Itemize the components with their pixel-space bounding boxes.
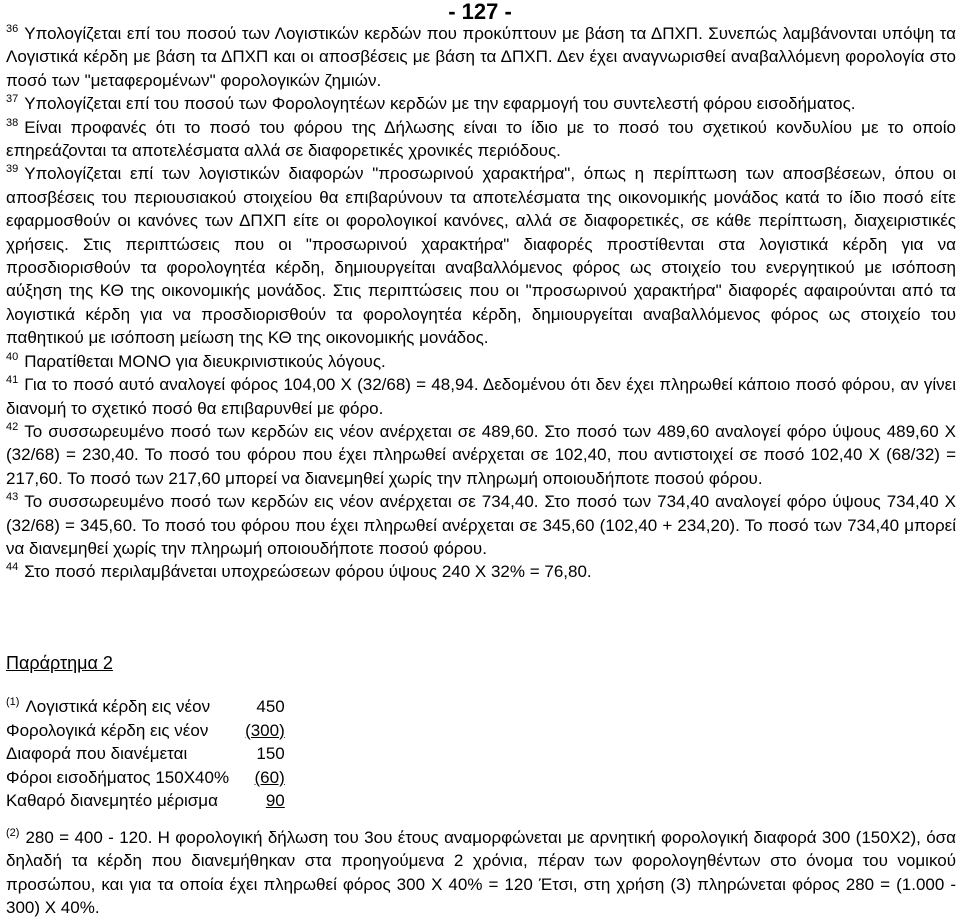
footnote-text: Υπολογίζεται επί του ποσού των Λογιστικών κερδών που προκύπτουν με βάση τα ΔΠΧΠ. Συνεπώς λαμβάνονται υπόψη τα Λογιστικά κέρδη με βάση τα ΔΠΧΠ και οι αποσβέσεις με βάση τα ΔΠΧΠ. Δεν έχει αναγνωρισθεί αναβαλλόμενη φορολογία στο ποσό των "μεταφερομένων" φορολογικών ζημιών.	[6, 24, 956, 90]
table-row	[6, 766, 285, 790]
footnote-number: 43	[6, 491, 19, 504]
row-label: Καθαρό διανεμητέο μέρισμα	[6, 791, 218, 811]
row-value: 450	[256, 697, 285, 716]
table-row	[6, 789, 285, 813]
appendix-calculation-table	[6, 695, 285, 813]
footnote-text: Παρατίθεται ΜΟΝΟ για διευκρινιστικούς λόγους.	[24, 351, 386, 371]
footnote-number: 37	[6, 93, 19, 106]
footnote-42	[6, 420, 956, 490]
footnote-number: 41	[6, 374, 19, 387]
appendix-note	[6, 826, 956, 920]
footnote-text: Υπολογίζεται επί του ποσού των Φορολογητέων κερδών με την εφαρμογή του συντελεστή φόρου εισοδήματος.	[24, 94, 856, 114]
footnote-number: 40	[6, 350, 19, 363]
row-value: 90	[265, 791, 285, 811]
footnote-39	[6, 162, 956, 349]
footnotes	[6, 22, 956, 584]
row-value: (300)	[245, 720, 285, 740]
table-marker: (1)	[6, 696, 20, 708]
table-row	[6, 719, 285, 743]
row-label: Φόροι εισοδήματος 150Χ40%	[6, 767, 230, 787]
note-marker: (2)	[6, 827, 20, 839]
footnote-37	[6, 92, 956, 115]
footnote-43	[6, 490, 956, 560]
footnote-text: Είναι προφανές ότι το ποσό του φόρου της Δήλωσης είναι το ίδιο με το ποσό του σχετικού κονδυλίου με το οποίο επηρεάζονται τα αποτελέσματα αλλά σε διαφορετικές χρονικές περιόδους.	[6, 117, 956, 161]
footnote-text: Για το ποσό αυτό αναλογεί φόρος 104,00 Χ (32/68) = 48,94. Δεδομένου ότι δεν έχει πληρωθεί κάποιο ποσό φόρου, αν γίνει διανομή το σχετικό ποσό θα επιβαρυνθεί με φόρο.	[6, 375, 956, 418]
row-label: $^{(1)}$ Λογιστικά κέρδη εις νέον	[6, 696, 211, 716]
footnote-number: 44	[6, 561, 19, 574]
footnote-number: 42	[6, 420, 19, 433]
row-label: Φορολογικά κέρδη εις νέον	[6, 720, 209, 740]
footnote-40	[6, 350, 956, 373]
footnote-text: Το συσσωρευμένο ποσό των κερδών εις νέον ανέρχεται σε 734,40. Στο ποσό των 734,40 αναλογεί φόρο ύψους 734,40 Χ (32/68) = 345,60. Το ποσό του φόρου που έχει πληρωθεί ανέρχεται σε 345,60 (102,40 + 234,20). Το ποσό των 734,40 μπορεί να διανεμηθεί χωρίς την πληρωμή οποιουδήποτε ποσού φόρου.	[6, 492, 956, 558]
footnote-number: 39	[6, 163, 19, 176]
page-number: - 127 -	[448, 0, 512, 24]
row-value: 150	[256, 744, 285, 764]
footnote-text: Το συσσωρευμένο ποσό των κερδών εις νέον ανέρχεται σε 489,60. Στο ποσό των 489,60 αναλογεί φόρο ύψους 489,60 Χ (32/68) = 230,40. Το ποσό του φόρου που έχει πληρωθεί ανέρχεται σε 102,40, που αντιστοιχεί σε ποσό 102,40 Χ (68/32) = 217,60. Το ποσό των 217,60 μπορεί να διανεμηθεί χωρίς την πληρωμή οποιουδήποτε ποσού φόρου.	[6, 421, 956, 488]
table-row	[6, 695, 285, 719]
row-value: (60)	[254, 767, 285, 787]
note-text: 280 = 400 - 120. Η φορολογική δήλωση του 3ου έτους αναμορφώνεται με αρνητική φορολογική διαφορά 300 (150Χ2), όσα δηλαδή τα κέρδη που διανεμήθηκαν στα προηγούμενα 2 χρόνια, πέραν των φορολογηθέντων στο όνομα του νομικού προσώπου, και για τα οποία έχει πληρωθεί φόρος 300 Χ 40% = 120 Έτσι, στη χρήση (3) πληρώνεται φόρος 280 = (1.000 - 300) Χ 40%.	[6, 828, 956, 918]
footnote-36	[6, 22, 956, 92]
footnote-41	[6, 373, 956, 420]
row-label: Διαφορά που διανέμεται	[6, 744, 188, 764]
footnote-text: Στο ποσό περιλαμβάνεται υποχρεώσεων φόρου ύψους 240 Χ 32% = 76,80.	[24, 562, 592, 582]
appendix-title: Παράρτημα 2	[6, 653, 113, 673]
table-row	[6, 742, 285, 766]
footnote-44	[6, 560, 956, 583]
footnote-number: 36	[6, 23, 19, 35]
footnote-number: 38	[6, 116, 19, 129]
footnote-text: Υπολογίζεται επί των λογιστικών διαφορών "προσωρινού χαρακτήρα", όπως η περίπτωση των αποσβέσεων, όπου οι αποσβέσεις του περιουσιακού στοιχείου θα επιβαρύνουν τα αποτελέσματα της οικονομικής μονάδος κατά το ίδιο ποσό είτε εφαρμοσθούν οι κανόνες των ΔΠΧΠ είτε οι φορολογικοί κανόνες, αλλά σε διαφορετικές, σε κάθε περίπτωση, διαχειριστικές χρήσεις. Στις περιπτώσεις που οι "προσωρινού χαρακτήρα" διαφορές προστίθενται στα λογιστικά κέρδη για να προσδιορισθούν τα φορολογητέα κέρδη, δημιουργείται αναβαλλόμενος φόρος ως στοιχείο του ενεργητικού με ισόποση αύξηση της ΚΘ της οικονομικής μονάδος. Στις περιπτώσεις που οι "προσωρινού χαρακτήρα" διαφορές αφαιρούνται από τα λογιστικά κέρδη για να προσδιορισθούν τα φορολογητέα κέρδη, δημιουργείται αναβαλλόμενος φόρος ως στοιχείο του παθητικού με ισόποση μείωση της ΚΘ της οικονομικής μονάδος.	[6, 164, 956, 348]
footnote-38	[6, 116, 956, 163]
